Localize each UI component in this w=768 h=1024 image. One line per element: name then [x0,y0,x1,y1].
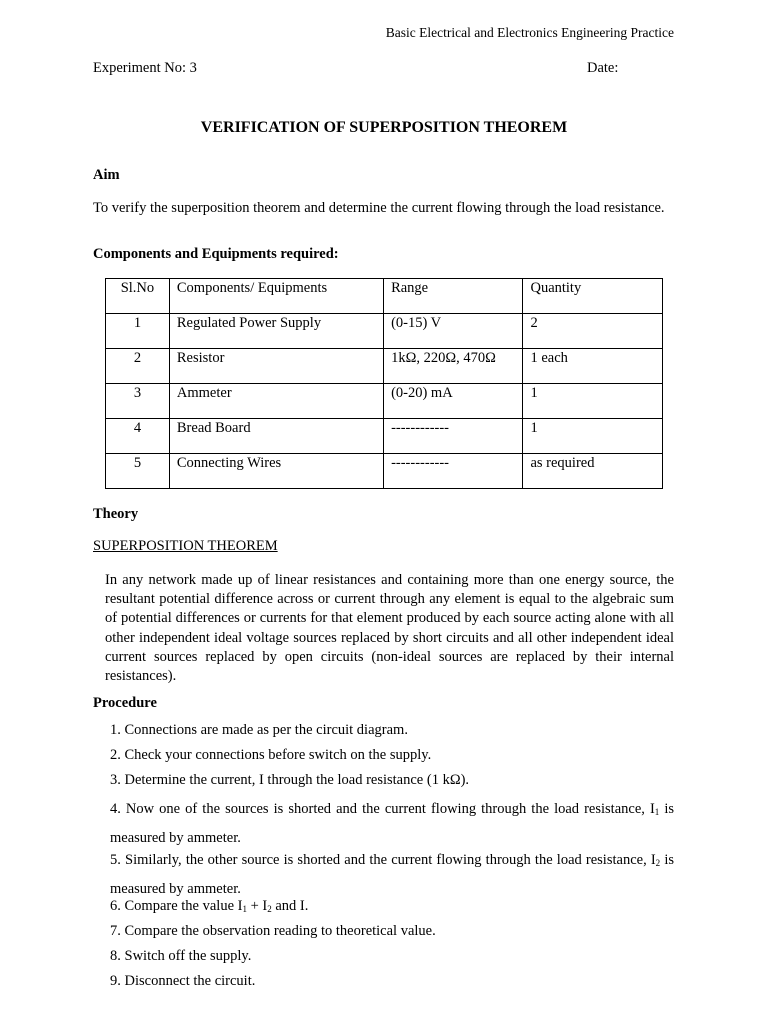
table-cell: 3 [106,384,170,419]
table-row [106,314,663,349]
procedure-step: 3. Determine the current, I through the load resistance (1 kΩ). [110,772,470,788]
step-text: 4. Now one of the sources is shorted and the current flowing through the load resistance, I [110,801,655,817]
aim-text: To verify the superposition theorem and determine the current flowing through the load resistance. [93,200,665,216]
table-cell: Connecting Wires [169,454,383,489]
table-cell: Regulated Power Supply [169,314,383,349]
table-cell: ------------ [384,454,523,489]
aim-heading: Aim [93,167,120,183]
table-cell: 1kΩ, 220Ω, 470Ω [384,349,523,384]
table-cell: ------------ [384,419,523,454]
subscript: 2 [267,904,272,914]
subscript: 1 [242,904,247,914]
components-heading: Components and Equipments required: [93,246,339,262]
table-cell: 1 each [523,349,663,384]
col-header: Sl.No [106,279,170,314]
step-text: and I. [271,898,309,914]
step-text: 5. Similarly, the other source is shorted and the current flowing through the load resistance, I [110,852,656,868]
col-header: Quantity [523,279,663,314]
table-cell: 4 [106,419,170,454]
date-label: Date: [587,60,619,76]
subscript: 2 [655,858,661,868]
procedure-step: 2. Check your connections before switch on the supply. [110,747,432,763]
table-row [106,419,663,454]
step-text: is measured by ammeter. [110,801,675,846]
procedure-step [110,848,674,902]
experiment-number: Experiment No: 3 [93,60,197,76]
table-cell: Resistor [169,349,383,384]
step-text: is measured by ammeter. [110,852,674,897]
table-header-row [106,279,663,314]
col-header: Range [384,279,523,314]
table-cell: as required [523,454,663,489]
step-text: + I [246,898,268,914]
subscript: 1 [654,807,660,817]
table-cell: (0-15) V [384,314,523,349]
col-header: Components/ Equipments [169,279,383,314]
procedure-heading: Procedure [93,695,157,711]
theory-heading: Theory [93,506,139,522]
table-cell: 1 [523,384,663,419]
table-cell: (0-20) mA [384,384,523,419]
step-text: 6. Compare the value I [110,898,243,914]
table-cell: 5 [106,454,170,489]
procedure-step [110,797,674,851]
table-cell: 1 [523,419,663,454]
theory-text: In any network made up of linear resistances and containing more than one energy source, the resultant potential difference across or current through any element is equal to the algebraic sum of potential differences or currents for that element produced by each source acting alone with all other independent ideal voltage sources replaced by short circuits and all other independent ideal current sources replaced by open circuits (non-ideal sources are replaced by their internal resistances). [105,572,674,685]
table-row [106,349,663,384]
table-row [106,384,663,419]
components-table [105,278,663,489]
table-cell: 1 [106,314,170,349]
theory-subheading: SUPERPOSITION THEOREM [93,538,278,554]
table-cell: 2 [523,314,663,349]
procedure-step [110,898,674,915]
table-cell: 2 [106,349,170,384]
page-title: VERIFICATION OF SUPERPOSITION THEOREM [200,119,568,136]
procedure-step: 1. Connections are made as per the circuit diagram. [110,722,408,738]
table-cell: Ammeter [169,384,383,419]
table-row [106,454,663,489]
procedure-step: 8. Switch off the supply. [110,948,252,964]
running-header: Basic Electrical and Electronics Engineering Practice [385,25,674,40]
procedure-step: 7. Compare the observation reading to theoretical value. [110,923,436,939]
procedure-step: 9. Disconnect the circuit. [110,973,256,989]
table-cell: Bread Board [169,419,383,454]
